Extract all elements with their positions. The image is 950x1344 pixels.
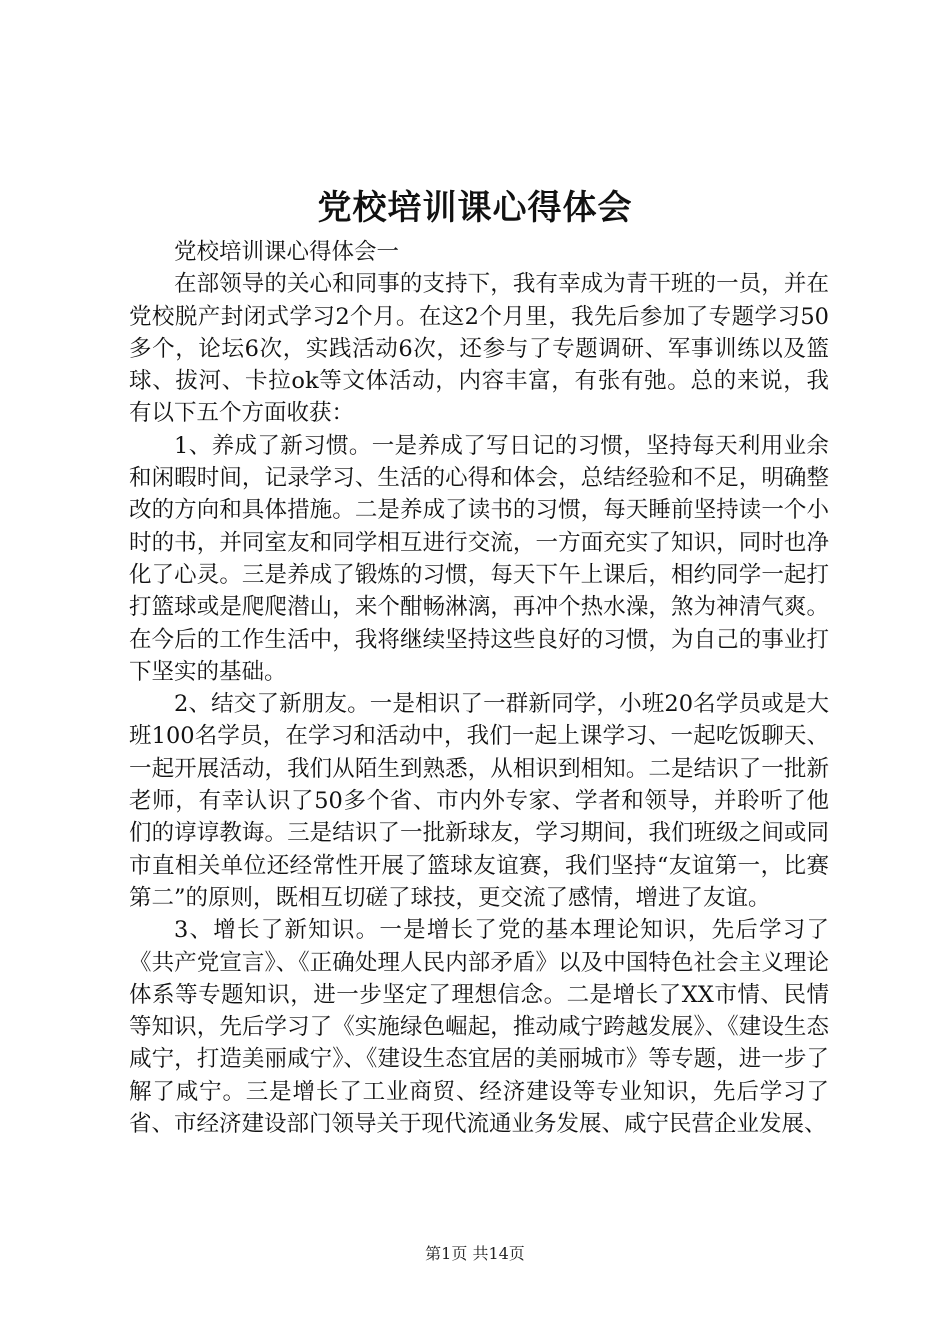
document-title: 党校培训课心得体会 [317, 188, 633, 228]
paragraph-new-friends: 2、结交了新朋友。一是相识了一群新同学，小班20名学员或是大班100名学员，在学习和活动中，我们一起上课学习、一起吃饭聊天、一起开展活动，我们从陌生到熟悉，从相识到相知。二是结识了一批新老师，有幸认识了50多个省、市内外专家、学者和领导，并聆听了他们的谆谆教诲。三是结识了一批新球友，学习期间，我们班级之间或同市直相关单位还经常性开展了篮球友谊赛，我们坚持“友谊第一，比赛第二”的原则，既相互切磋了球技，更交流了感情，增进了友谊。 [129, 691, 829, 911]
document-subtitle: 党校培训课心得体会一 [174, 239, 400, 265]
paragraph-new-knowledge: 3、增长了新知识。一是增长了党的基本理论知识，先后学习了《共产党宣言》、《正确处理人民内部矛盾》以及中国特色社会主义理论体系等专题知识，进一步坚定了理想信念。二是增长了XX市情、民情等知识，先后学习了《实施绿色崛起，推动咸宁跨越发展》、《建设生态咸宁，打造美丽咸宁》、《建设生态宜居的美丽城市》等专题，进一步了解了咸宁。三是增长了工业商贸、经济建设等专业知识，先后学习了省、市经济建设部门领导关于现代流通业务发展、咸宁民营企业发展、 [129, 917, 829, 1138]
page-number-footer: 第1页 共14页 [425, 1244, 525, 1263]
document-body [129, 236, 829, 1140]
paragraph-intro: 在部领导的关心和同事的支持下，我有幸成为青干班的一员，并在党校脱产封闭式学习2个月。在这2个月里，我先后参加了专题学习50多个，论坛6次，实践活动6次，还参与了专题调研、军事训练以及篮球、拔河、卡拉ok等文体活动，内容丰富，有张有弛。总的来说，我有以下五个方面收获： [129, 271, 829, 427]
paragraph-new-habits: 1、养成了新习惯。一是养成了写日记的习惯，坚持每天利用业余和闲暇时间，记录学习、生活的心得和体会，总结经验和不足，明确整改的方向和具体措施。二是养成了读书的习惯，每天睡前坚持读一个小时的书，并同室友和同学相互进行交流，一方面充实了知识，同时也净化了心灵。三是养成了锻炼的习惯，每天下午上课后，相约同学一起打打篮球或是爬爬潜山，来个酣畅淋漓，再冲个热水澡，煞为神清气爽。在今后的工作生活中，我将继续坚持这些良好的习惯，为自己的事业打下坚实的基础。 [129, 432, 829, 685]
